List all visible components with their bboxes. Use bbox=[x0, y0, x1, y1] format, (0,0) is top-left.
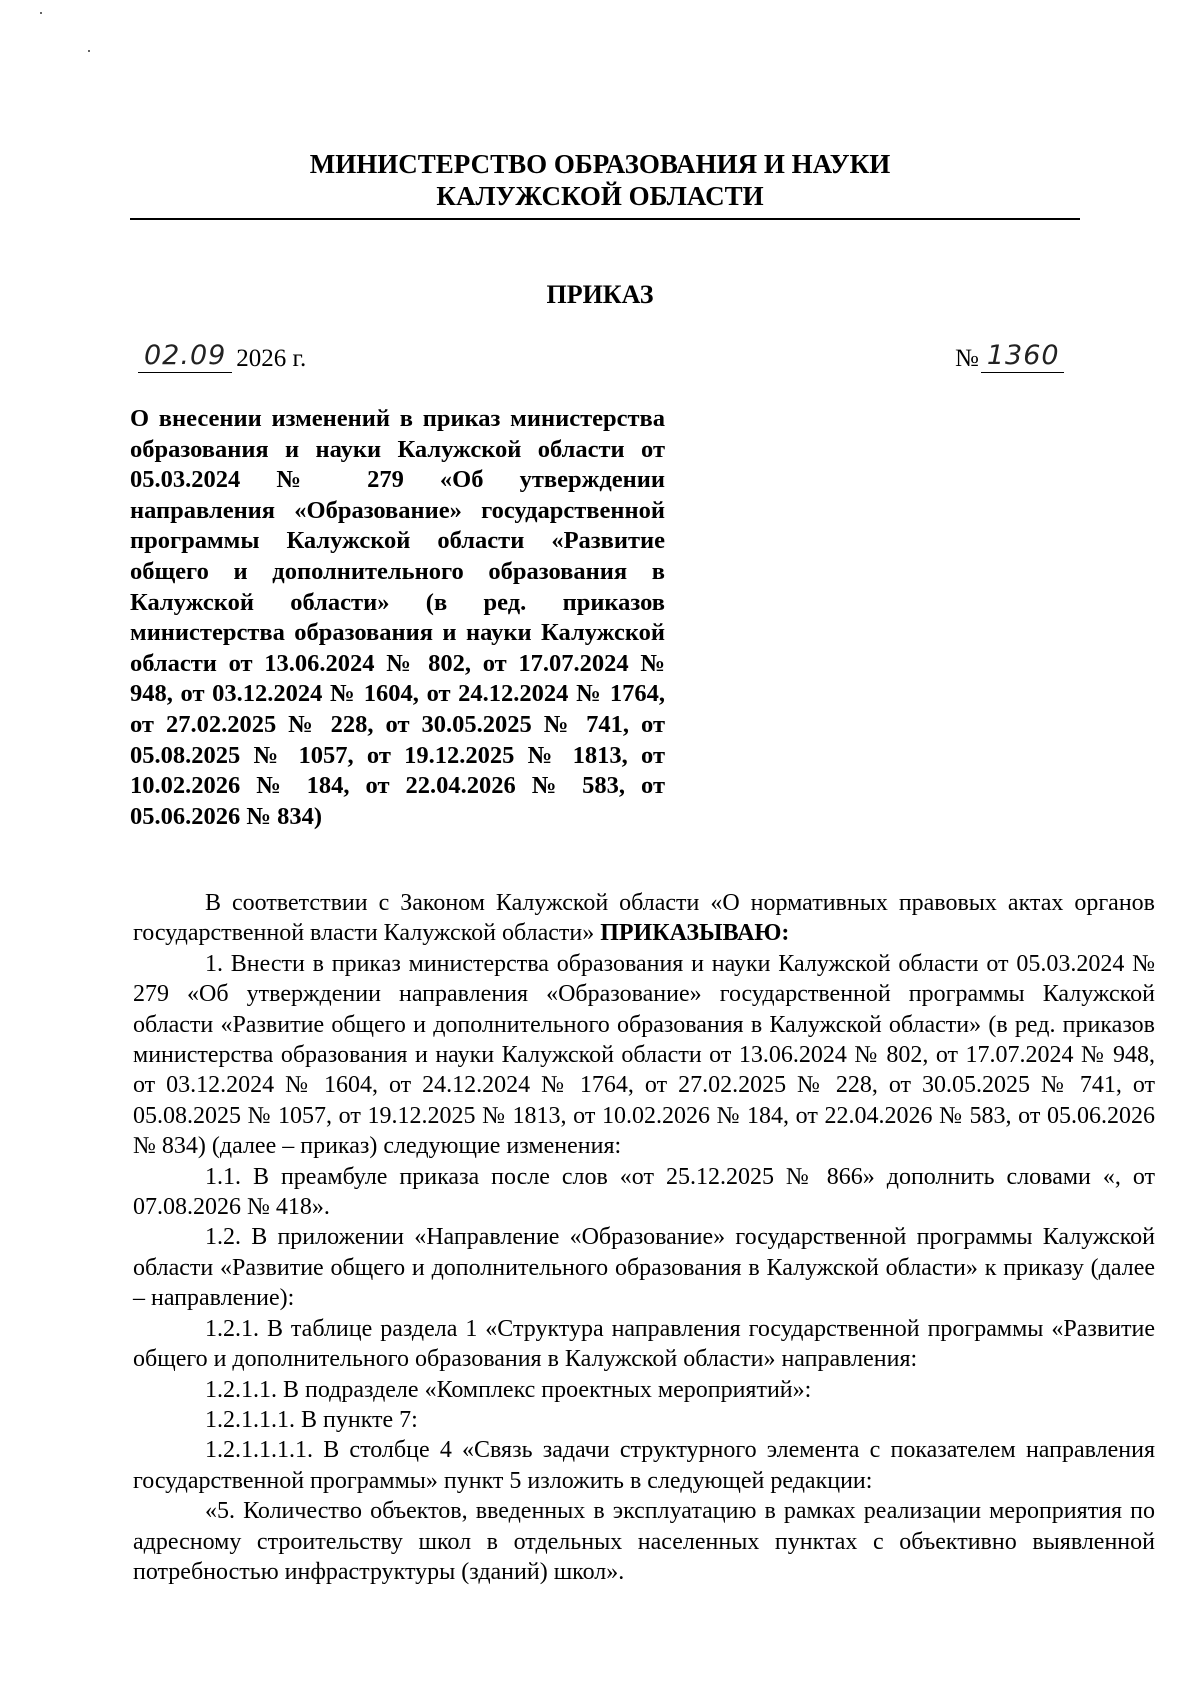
number-row bbox=[955, 340, 1068, 373]
scan-speck bbox=[40, 12, 42, 14]
handwritten-date: 02.09 bbox=[138, 340, 232, 373]
header-divider bbox=[130, 218, 1080, 220]
date-year: 2026 г. bbox=[236, 345, 307, 372]
paragraph-1-2-1-1: 1.2.1.1. В подразделе «Комплекс проектных мероприятий»: bbox=[205, 1376, 812, 1403]
order-body bbox=[133, 888, 1155, 1587]
order-verb: ПРИКАЗЫВАЮ: bbox=[600, 920, 790, 947]
ministry-name-line1: МИНИСТЕРСТВО ОБРАЗОВАНИЯ И НАУКИ bbox=[309, 149, 891, 179]
paragraph-1-2-1-1-1-1: 1.2.1.1.1.1. В столбце 4 «Связь задачи структурного элемента с показателем направления государственной программы» пункт 5 изложить в следующей редакции: bbox=[133, 1437, 1155, 1494]
document-type: ПРИКАЗ bbox=[546, 280, 654, 309]
paragraph-1-2: 1.2. В приложении «Направление «Образование» государственной программы Калужской области «Развитие общего и дополнительного образования в Калужской области» к приказу (далее – направление): bbox=[133, 1224, 1155, 1312]
preamble-paragraph bbox=[133, 888, 1155, 949]
scan-speck bbox=[88, 50, 90, 52]
paragraph-1: 1. Внести в приказ министерства образования и науки Калужской области от 05.03.2024 № 279 «Об утверждении направления «Образование» государственной программы Калужской области «Развитие общего и дополнительного образования в Калужской области» (в ред. приказов министерства образования и науки Калужской области от 13.06.2024 № 802, от 17.07.2024 № 948, от 03.12.2024 № 1604, от 24.12.2024 № 1764, от 27.02.2025 № 228, от 30.05.2025 № 741, от 05.08.2025 № 1057, от 19.12.2025 № 1813, от 10.02.2026 № 184, от 22.04.2026 № 583, от 05.06.2026 № 834) (далее – приказ) следующие изменения: bbox=[133, 950, 1155, 1160]
ministry-name-line2: КАЛУЖСКОЙ ОБЛАСТИ bbox=[436, 181, 764, 211]
paragraph-1-2-1-1-1: 1.2.1.1.1. В пункте 7: bbox=[205, 1406, 418, 1433]
number-label: № bbox=[955, 345, 979, 372]
ministry-heading bbox=[0, 148, 1200, 212]
paragraph-1-2-1: 1.2.1. В таблице раздела 1 «Структура направления государственной программы «Развитие общего и дополнительного образования в Калужской области» направления: bbox=[133, 1315, 1155, 1373]
quoted-paragraph: «5. Количество объектов, введенных в эксплуатацию в рамках реализации мероприятия по адресному строительству школ в отдельных населенных пунктах с объективно выявленной потребностью инфраструктуры (зданий) школ». bbox=[133, 1498, 1155, 1585]
date-row bbox=[138, 340, 306, 373]
order-title: О внесении изменений в приказ министерства образования и науки Калужской области от 05.03.2024 № 279 «Об утверждении направления «Образование» государственной программы Калужской области «Развитие общего и дополнительного образования в Калужской области» (в ред. приказов министерства образования и науки Калужской области от 13.06.2024 № 802, от 17.07.2024 № 948, от 03.12.2024 № 1604, от 24.12.2024 № 1764, от 27.02.2025 № 228, от 30.05.2025 № 741, от 05.08.2025 № 1057, от 19.12.2025 № 1813, от 10.02.2026 № 184, от 22.04.2026 № 583, от 05.06.2026 № 834) bbox=[130, 405, 665, 830]
preamble-text: В соответствии с Законом Калужской области «О нормативных правовых актах органов государственной власти Калужской области» bbox=[133, 890, 1155, 947]
paragraph-1-1: 1.1. В преамбуле приказа после слов «от 25.12.2025 № 866» дополнить словами «, от 07.08.2026 № 418». bbox=[133, 1163, 1155, 1221]
handwritten-number: 1360 bbox=[981, 340, 1064, 373]
